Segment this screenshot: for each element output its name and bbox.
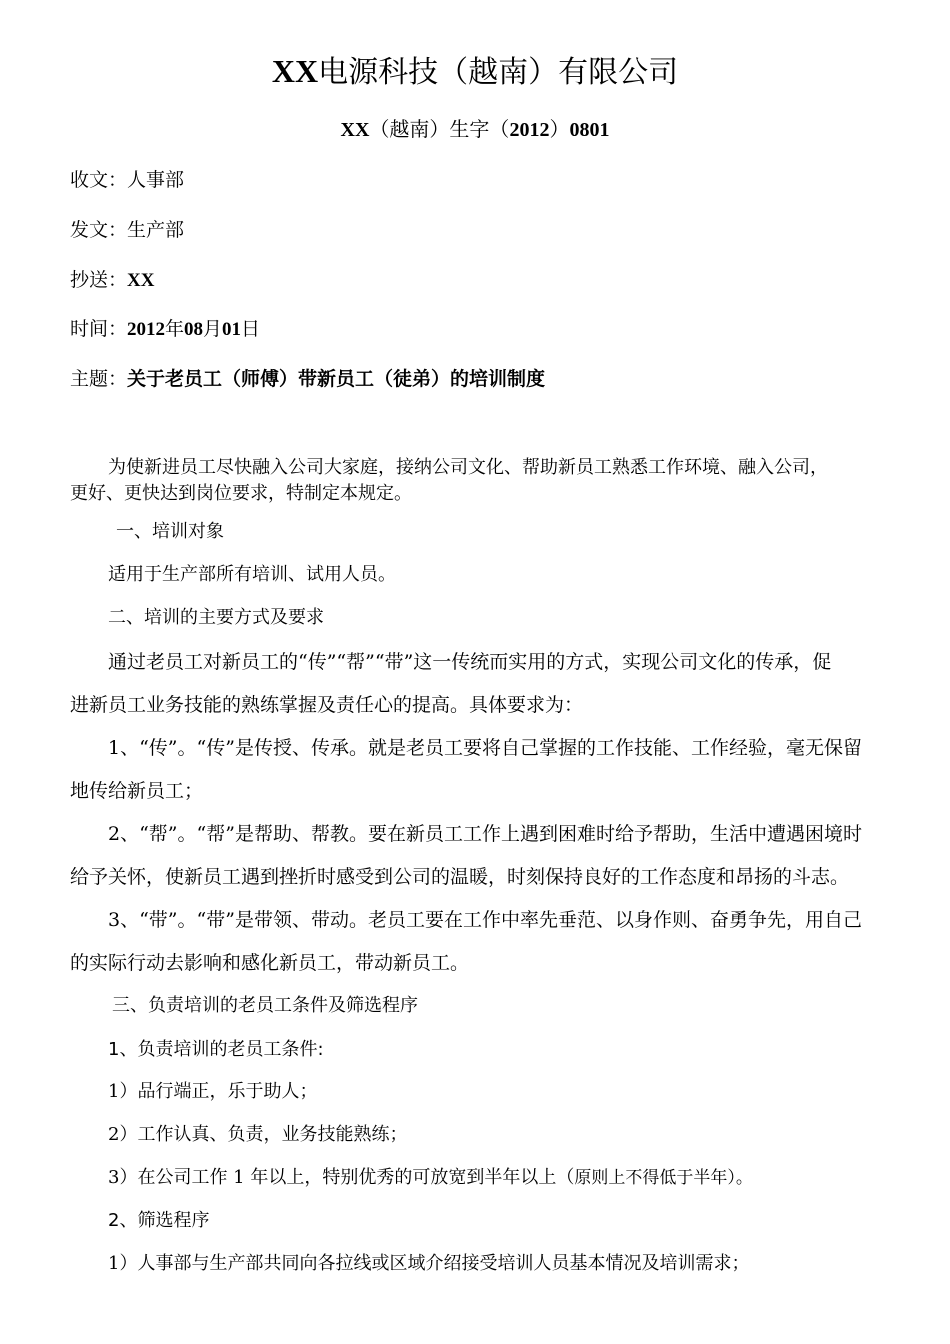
company-title — [0, 52, 950, 92]
condition-3-text: 3）在公司工作 1 年以上，特别优秀的可放宽到半年以上（ — [108, 1167, 575, 1188]
date-label: 时间： — [70, 318, 128, 340]
sender-line — [70, 218, 184, 242]
doc-no-text: （越南）生字（ — [369, 117, 510, 141]
doc-no-bracket: ） — [549, 117, 570, 141]
condition-3-note: 原则上不得低于半年）。 — [574, 1168, 753, 1188]
date-month-unit: 月 — [203, 318, 223, 340]
cc-label: 抄送： — [70, 269, 128, 291]
cc-line — [70, 268, 154, 293]
item-dai-line-2: 的实际行动去影响和感化新员工，带动新员工。 — [70, 952, 470, 974]
date-year: 2012 — [127, 319, 166, 340]
date-line — [70, 317, 260, 342]
doc-no-year: 2012 — [509, 119, 550, 141]
recipient-value: 人事部 — [127, 169, 185, 191]
doc-no-serial: 0801 — [569, 119, 610, 141]
section-1-heading: 一、培训对象 — [116, 521, 224, 542]
section-2-paragraph-line-2: 进新员工业务技能的熟练掌握及责任心的提高。具体要求为： — [70, 694, 584, 716]
sender-label: 发文： — [70, 219, 128, 241]
document-number — [0, 116, 950, 143]
section-3-subheading-2: 2、筛选程序 — [108, 1210, 210, 1231]
sender-value: 生产部 — [127, 219, 185, 241]
subject-value: 关于老员工（师傅）带新员工（徒弟）的培训制度 — [127, 368, 546, 390]
item-dai-line-1: 3、“带”。“带”是带领、带动。老员工要在工作中率先垂范、以身作则、奋勇争先，用自己 — [108, 909, 862, 931]
section-2-heading: 二、培训的主要方式及要求 — [108, 607, 324, 628]
intro-paragraph-line-2: 更好、更快达到岗位要求，特制定本规定。 — [70, 483, 412, 504]
condition-1: 1）品行端正，乐于助人； — [108, 1081, 318, 1102]
procedure-1: 1）人事部与生产部共同向各拉线或区域介绍接受培训人员基本情况及培训需求； — [108, 1253, 750, 1274]
subject-line — [70, 367, 545, 391]
company-title-prefix: XX — [271, 53, 319, 89]
date-month: 08 — [184, 319, 204, 340]
condition-2: 2）工作认真、负责，业务技能熟练； — [108, 1124, 408, 1145]
recipient-line — [70, 168, 184, 192]
company-title-name: 电源科技（越南）有限公司 — [318, 55, 679, 90]
date-day-unit: 日 — [241, 318, 261, 340]
recipient-label: 收文： — [70, 169, 128, 191]
cc-value: XX — [127, 270, 155, 291]
section-3-subheading-1: 1、负责培训的老员工条件: — [108, 1039, 324, 1060]
section-1-text: 适用于生产部所有培训、试用人员。 — [108, 564, 396, 585]
doc-no-prefix: XX — [340, 119, 370, 141]
item-chuan-line-2: 地传给新员工； — [70, 780, 204, 802]
date-day: 01 — [222, 319, 242, 340]
condition-3 — [108, 1166, 753, 1190]
item-chuan-line-1: 1、“传”。“传”是传授、传承。就是老员工要将自己掌握的工作技能、工作经验，毫无保留 — [108, 737, 862, 759]
item-bang-line-2: 给予关怀，使新员工遇到挫折时感受到公司的温暖，时刻保持良好的工作态度和昂扬的斗志。 — [70, 866, 850, 888]
subject-label: 主题： — [70, 368, 128, 390]
item-bang-line-1: 2、“帮”。“帮”是帮助、帮教。要在新员工工作上遇到困难时给予帮助，生活中遭遇困境时 — [108, 823, 862, 845]
section-3-heading: 三、负责培训的老员工条件及筛选程序 — [112, 995, 418, 1016]
date-year-unit: 年 — [165, 318, 185, 340]
section-2-paragraph-line-1: 通过老员工对新员工的“传”“帮”“带”这一传统而实用的方式，实现公司文化的传承，促 — [108, 651, 832, 673]
intro-paragraph-line-1: 为使新进员工尽快融入公司大家庭，接纳公司文化、帮助新员工熟悉工作环境、融入公司， — [108, 457, 828, 478]
